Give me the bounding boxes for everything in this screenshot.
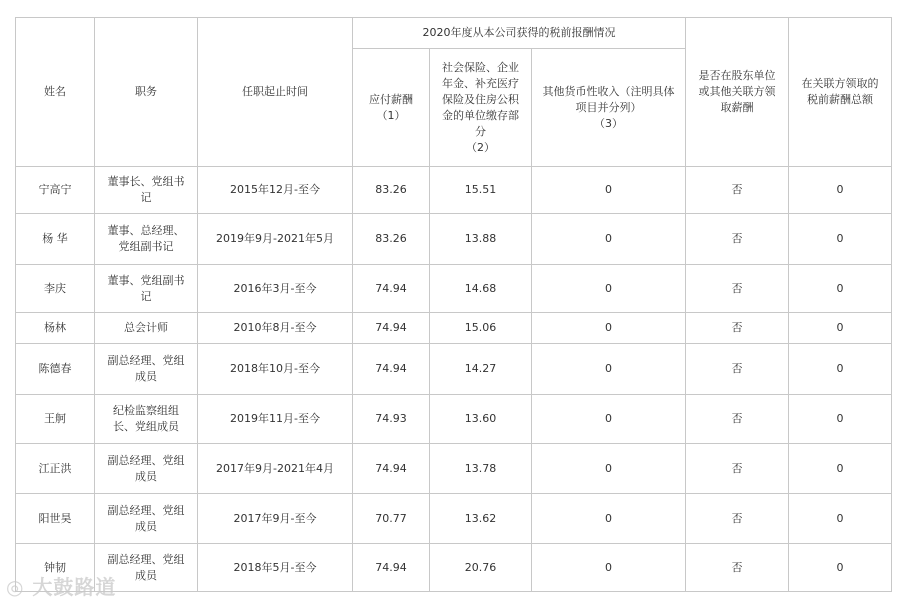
table-row [16, 344, 892, 395]
cell-salary: 74.94 [353, 265, 430, 313]
header-insurance: 社会保险、企业 年金、补充医疗 保险及住房公积 金的单位缴存部 分 （2） [430, 49, 532, 167]
cell-position: 董事、总经理、 党组副书记 [95, 214, 198, 265]
cell-insurance: 13.88 [430, 214, 532, 265]
cell-related-total: 0 [789, 313, 892, 344]
cell-related: 否 [686, 313, 789, 344]
cell-related: 否 [686, 214, 789, 265]
cell-related-total: 0 [789, 395, 892, 444]
cell-other: 0 [532, 214, 686, 265]
table-row [16, 313, 892, 344]
cell-insurance: 20.76 [430, 544, 532, 592]
cell-position: 副总经理、党组 成员 [95, 444, 198, 494]
cell-tenure: 2018年10月-至今 [198, 344, 353, 395]
cell-other: 0 [532, 395, 686, 444]
cell-tenure: 2017年9月-至今 [198, 494, 353, 544]
table-row [16, 395, 892, 444]
cell-salary: 83.26 [353, 214, 430, 265]
cell-other: 0 [532, 265, 686, 313]
cell-tenure: 2016年3月-至今 [198, 265, 353, 313]
cell-insurance: 13.62 [430, 494, 532, 544]
cell-salary: 83.26 [353, 167, 430, 214]
cell-tenure: 2019年9月-2021年5月 [198, 214, 353, 265]
header-name: 姓名 [16, 18, 95, 167]
cell-insurance: 13.78 [430, 444, 532, 494]
cell-salary: 70.77 [353, 494, 430, 544]
cell-insurance: 15.06 [430, 313, 532, 344]
cell-tenure: 2010年8月-至今 [198, 313, 353, 344]
cell-other: 0 [532, 313, 686, 344]
cell-insurance: 15.51 [430, 167, 532, 214]
cell-related-total: 0 [789, 444, 892, 494]
cell-position: 纪检监察组组 长、党组成员 [95, 395, 198, 444]
header-salary: 应付薪酬 （1） [353, 49, 430, 167]
compensation-table [15, 17, 892, 592]
cell-name: 杨林 [16, 313, 95, 344]
header-group-compensation: 2020年度从本公司获得的税前报酬情况 [353, 18, 686, 49]
header-related-total: 在关联方领取的 税前薪酬总额 [789, 18, 892, 167]
watermark-logo-icon: ◎ [6, 575, 25, 599]
cell-related: 否 [686, 444, 789, 494]
cell-other: 0 [532, 544, 686, 592]
cell-other: 0 [532, 167, 686, 214]
cell-salary: 74.93 [353, 395, 430, 444]
cell-related: 否 [686, 544, 789, 592]
watermark-text: 大鼓路道 [32, 575, 117, 599]
cell-insurance: 14.27 [430, 344, 532, 395]
header-other-income: 其他货币性收入（注明具体 项目并分列） （3） [532, 49, 686, 167]
cell-related: 否 [686, 265, 789, 313]
table-row [16, 544, 892, 592]
cell-related-total: 0 [789, 214, 892, 265]
cell-name: 陈德春 [16, 344, 95, 395]
header-position: 职务 [95, 18, 198, 167]
table-row [16, 265, 892, 313]
cell-tenure: 2017年9月-2021年4月 [198, 444, 353, 494]
header-tenure: 任职起止时间 [198, 18, 353, 167]
cell-salary: 74.94 [353, 313, 430, 344]
cell-related: 否 [686, 494, 789, 544]
cell-name: 李庆 [16, 265, 95, 313]
header-row-top [16, 18, 892, 49]
cell-related: 否 [686, 167, 789, 214]
cell-name: 阳世昊 [16, 494, 95, 544]
cell-tenure: 2018年5月-至今 [198, 544, 353, 592]
cell-tenure: 2019年11月-至今 [198, 395, 353, 444]
cell-other: 0 [532, 494, 686, 544]
cell-salary: 74.94 [353, 544, 430, 592]
cell-related-total: 0 [789, 544, 892, 592]
watermark [6, 571, 116, 600]
cell-name: 钟韧 [16, 544, 95, 592]
cell-insurance: 14.68 [430, 265, 532, 313]
cell-position: 董事、党组副书 记 [95, 265, 198, 313]
cell-related-total: 0 [789, 494, 892, 544]
cell-name: 王舸 [16, 395, 95, 444]
cell-salary: 74.94 [353, 344, 430, 395]
cell-related: 否 [686, 395, 789, 444]
table-row [16, 494, 892, 544]
cell-tenure: 2015年12月-至今 [198, 167, 353, 214]
cell-salary: 74.94 [353, 444, 430, 494]
cell-position: 董事长、党组书 记 [95, 167, 198, 214]
cell-related-total: 0 [789, 167, 892, 214]
table-row [16, 444, 892, 494]
cell-other: 0 [532, 444, 686, 494]
cell-name: 杨 华 [16, 214, 95, 265]
cell-position: 副总经理、党组 成员 [95, 494, 198, 544]
cell-related: 否 [686, 344, 789, 395]
table-row [16, 167, 892, 214]
cell-related-total: 0 [789, 344, 892, 395]
cell-name: 宁高宁 [16, 167, 95, 214]
cell-position: 副总经理、党组 成员 [95, 344, 198, 395]
cell-other: 0 [532, 344, 686, 395]
cell-position: 总会计师 [95, 313, 198, 344]
cell-insurance: 13.60 [430, 395, 532, 444]
cell-position: 副总经理、党组 成员 [95, 544, 198, 592]
cell-related-total: 0 [789, 265, 892, 313]
table-row [16, 214, 892, 265]
header-related-party: 是否在股东单位 或其他关联方领 取薪酬 [686, 18, 789, 167]
cell-name: 江正洪 [16, 444, 95, 494]
